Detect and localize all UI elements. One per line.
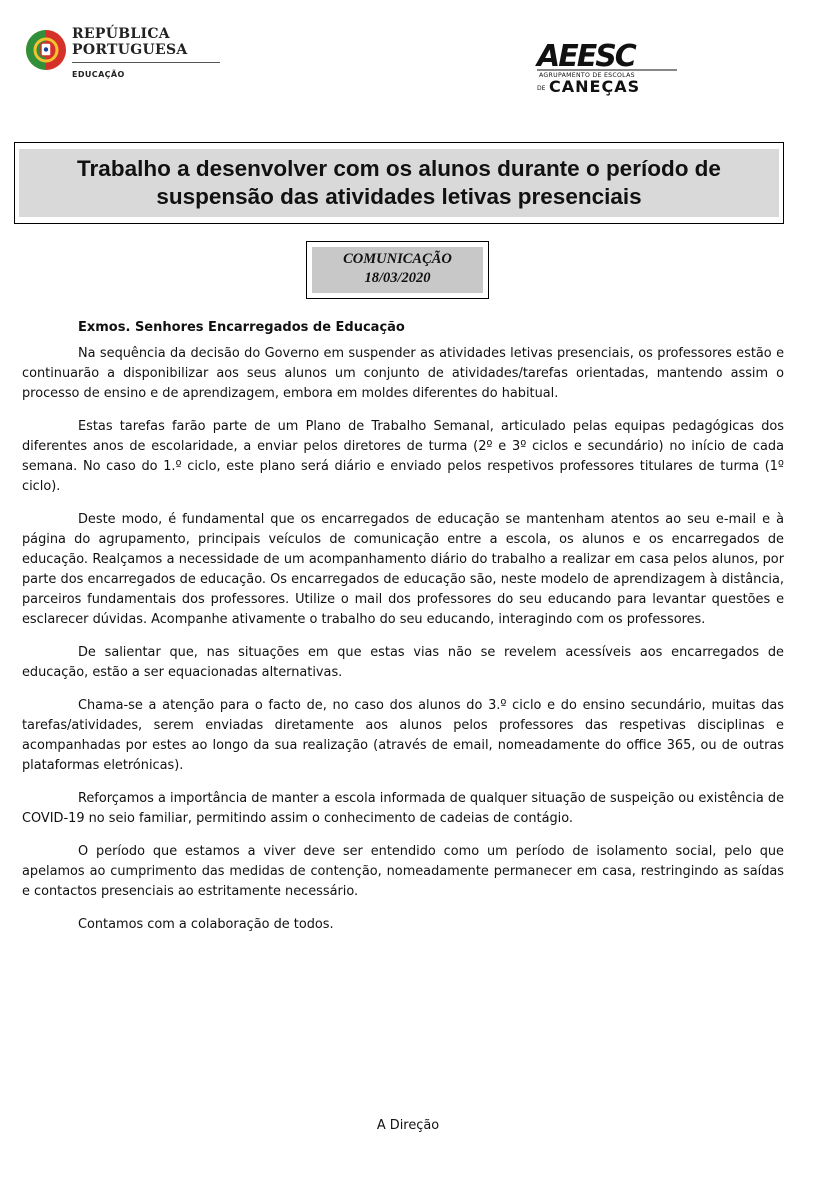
paragraph-7: O período que estamos a viver deve ser entendido como um período de isolamento social, pelo que apelamos ao cumprimento das medidas de contenção, nomeadamente permanecer em casa, restringindo as saídas e contactos presenciais ao estritamente necessário. [22,844,784,899]
aeesc-line1: AGRUPAMENTO DE ESCOLAS [539,72,635,79]
title-background [19,149,779,217]
aeesc-mark: AEESC [537,39,635,74]
letter-greeting: Exmos. Senhores Encarregados de Educação [78,320,405,335]
paragraph-4: De salientar que, nas situações em que estas vias não se revelem acessíveis aos encarregados de educação, estão a ser equacionadas alternativas. [22,645,784,680]
rp-logo-text [72,26,188,58]
rp-logo-line2: PORTUGUESA [72,42,188,58]
rp-logo-line1: REPÚBLICA [72,26,170,42]
paragraph-5: Chama-se a atenção para o facto de, no caso dos alunos do 3.º ciclo e do ensino secundário, muitas das tarefas/atividades, serem enviadas diretamente aos alunos pelos professores das respetivas disciplinas e acompanhadas por estes ao longo da sua realização (através de email, nomeadamente do office 365, ou de outras plataformas eletrónicas). [22,698,784,773]
portugal-emblem-icon [24,28,68,72]
title-box [14,142,784,224]
republica-portuguesa-logo [24,26,224,90]
rp-logo-divider [72,62,220,63]
communication-background [312,247,483,293]
letter-closing: Contamos com a colaboração de todos. [78,917,334,932]
title-line1: Trabalho a desenvolver com os alunos durante o período de [77,156,721,181]
paragraph-3: Deste modo, é fundamental que os encarregados de educação se mantenham atentos ao seu e-mail e à página do agrupamento, principais veículos de comunicação entre a escola, os alunos e os encarregados de educação. Realçamos a necessidade de um acompanhamento diário do trabalho a realizar em casa pelos alunos, por parte dos encarregados de educação. Os encarregados de educação são, neste modelo de aprendizagem à distância, parceiros fundamentais dos professores. Utilize o mail dos professores do seu educando para levantar questões e esclarecer dúvidas. Acompanhe ativamente o trabalho do seu educando, interagindo com os professores. [22,512,784,627]
title-line2: suspensão das atividades letivas presenciais [156,184,642,209]
letter-signature: A Direção [376,1118,440,1133]
aeesc-line2: CANEÇAS [549,77,641,96]
communication-label: COMUNICAÇÃO [343,251,452,267]
rp-logo-sub: EDUCAÇÃO [72,70,125,79]
aeesc-line2-prefix: DE [537,85,546,92]
page-title [77,155,721,211]
paragraph-1: Na sequência da decisão do Governo em suspender as atividades letivas presenciais, os professores estão e continuarão a disponibilizar aos seus alunos um conjunto de atividades/tarefas orientadas, mantendo assim o processo de ensino e de aprendizagem, embora em moldes diferentes do habitual. [22,346,784,401]
letter-body [22,318,784,935]
paragraph-2: Estas tarefas farão parte de um Plano de Trabalho Semanal, articulado pelas equipas pedagógicas dos diferentes anos de escolaridade, a enviar pelos diretores de turma (2º e 3º ciclos e secundário) no início de cada semana. No caso do 1.º ciclo, este plano será diário e enviado pelos respetivos professores titulares de turma (1º ciclo). [22,419,784,494]
paragraph-6: Reforçamos a importância de manter a escola informada de qualquer situação de suspeição ou existência de COVID-19 no seio familiar, permitindo assim o conhecimento de cadeias de contágio. [22,791,784,826]
communication-box [306,241,489,299]
aeesc-canecas-logo [535,36,685,96]
communication-date: 18/03/2020 [364,270,431,286]
aeesc-logo-graphic [535,36,685,96]
